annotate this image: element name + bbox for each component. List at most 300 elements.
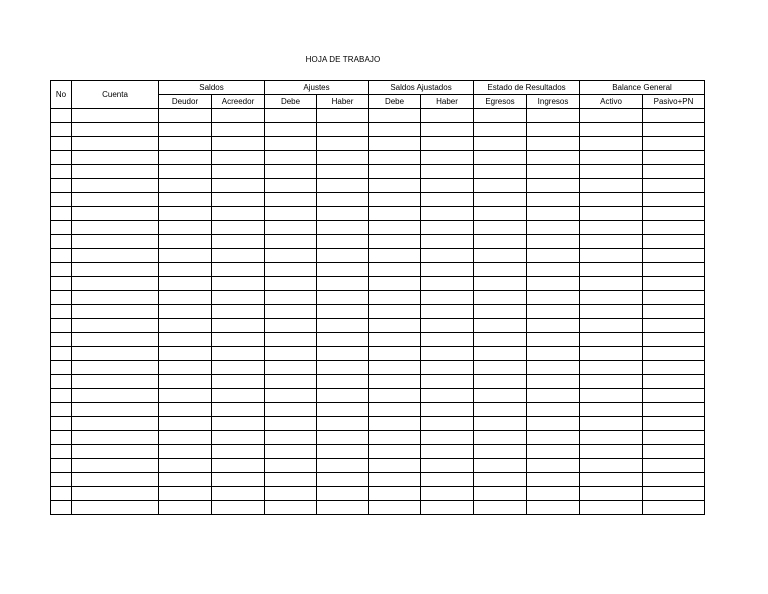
table-cell[interactable]: [265, 193, 317, 207]
table-cell[interactable]: [51, 501, 72, 515]
table-cell[interactable]: [527, 151, 580, 165]
table-cell[interactable]: [51, 375, 72, 389]
table-cell[interactable]: [72, 151, 159, 165]
table-cell[interactable]: [159, 235, 212, 249]
table-cell[interactable]: [265, 361, 317, 375]
table-cell[interactable]: [527, 291, 580, 305]
table-cell[interactable]: [643, 235, 705, 249]
table-cell[interactable]: [159, 151, 212, 165]
table-cell[interactable]: [421, 221, 474, 235]
table-cell[interactable]: [580, 473, 643, 487]
table-cell[interactable]: [317, 403, 369, 417]
table-cell[interactable]: [265, 403, 317, 417]
table-cell[interactable]: [317, 487, 369, 501]
table-cell[interactable]: [159, 333, 212, 347]
table-cell[interactable]: [212, 263, 265, 277]
table-cell[interactable]: [474, 431, 527, 445]
table-cell[interactable]: [474, 249, 527, 263]
table-cell[interactable]: [474, 151, 527, 165]
table-cell[interactable]: [580, 123, 643, 137]
table-cell[interactable]: [265, 207, 317, 221]
table-cell[interactable]: [72, 249, 159, 263]
table-cell[interactable]: [580, 333, 643, 347]
table-cell[interactable]: [212, 319, 265, 333]
table-cell[interactable]: [527, 417, 580, 431]
table-cell[interactable]: [265, 417, 317, 431]
table-cell[interactable]: [317, 193, 369, 207]
table-cell[interactable]: [51, 193, 72, 207]
table-cell[interactable]: [421, 445, 474, 459]
table-cell[interactable]: [474, 123, 527, 137]
table-cell[interactable]: [580, 403, 643, 417]
table-cell[interactable]: [51, 165, 72, 179]
table-cell[interactable]: [72, 375, 159, 389]
table-cell[interactable]: [159, 165, 212, 179]
table-cell[interactable]: [317, 473, 369, 487]
table-cell[interactable]: [474, 347, 527, 361]
table-cell[interactable]: [317, 277, 369, 291]
table-cell[interactable]: [474, 389, 527, 403]
table-cell[interactable]: [72, 347, 159, 361]
table-cell[interactable]: [421, 459, 474, 473]
table-cell[interactable]: [212, 193, 265, 207]
table-cell[interactable]: [474, 277, 527, 291]
table-cell[interactable]: [317, 389, 369, 403]
table-cell[interactable]: [421, 417, 474, 431]
table-cell[interactable]: [317, 221, 369, 235]
table-cell[interactable]: [72, 389, 159, 403]
table-cell[interactable]: [580, 263, 643, 277]
table-cell[interactable]: [580, 501, 643, 515]
table-cell[interactable]: [212, 235, 265, 249]
table-cell[interactable]: [265, 263, 317, 277]
table-cell[interactable]: [72, 165, 159, 179]
table-cell[interactable]: [212, 137, 265, 151]
table-cell[interactable]: [265, 221, 317, 235]
table-cell[interactable]: [474, 473, 527, 487]
table-cell[interactable]: [72, 235, 159, 249]
table-cell[interactable]: [474, 319, 527, 333]
table-cell[interactable]: [212, 417, 265, 431]
table-cell[interactable]: [212, 291, 265, 305]
table-cell[interactable]: [159, 501, 212, 515]
table-cell[interactable]: [51, 179, 72, 193]
table-cell[interactable]: [580, 151, 643, 165]
table-cell[interactable]: [580, 179, 643, 193]
table-cell[interactable]: [51, 305, 72, 319]
table-cell[interactable]: [159, 137, 212, 151]
table-cell[interactable]: [72, 431, 159, 445]
table-cell[interactable]: [212, 109, 265, 123]
table-cell[interactable]: [421, 263, 474, 277]
table-cell[interactable]: [421, 431, 474, 445]
table-cell[interactable]: [72, 137, 159, 151]
table-cell[interactable]: [369, 501, 421, 515]
table-cell[interactable]: [474, 109, 527, 123]
table-cell[interactable]: [51, 361, 72, 375]
table-cell[interactable]: [265, 501, 317, 515]
table-cell[interactable]: [265, 375, 317, 389]
table-cell[interactable]: [159, 389, 212, 403]
table-cell[interactable]: [212, 333, 265, 347]
table-cell[interactable]: [72, 277, 159, 291]
table-cell[interactable]: [212, 249, 265, 263]
table-cell[interactable]: [159, 375, 212, 389]
table-cell[interactable]: [51, 249, 72, 263]
table-cell[interactable]: [265, 389, 317, 403]
table-cell[interactable]: [51, 417, 72, 431]
table-cell[interactable]: [580, 347, 643, 361]
table-cell[interactable]: [265, 333, 317, 347]
table-cell[interactable]: [421, 333, 474, 347]
table-cell[interactable]: [421, 207, 474, 221]
table-cell[interactable]: [51, 445, 72, 459]
table-cell[interactable]: [527, 501, 580, 515]
table-cell[interactable]: [643, 277, 705, 291]
table-cell[interactable]: [421, 347, 474, 361]
table-cell[interactable]: [212, 459, 265, 473]
table-cell[interactable]: [51, 403, 72, 417]
table-cell[interactable]: [580, 375, 643, 389]
table-cell[interactable]: [643, 333, 705, 347]
table-cell[interactable]: [369, 347, 421, 361]
table-cell[interactable]: [369, 179, 421, 193]
table-cell[interactable]: [474, 487, 527, 501]
table-cell[interactable]: [474, 235, 527, 249]
table-cell[interactable]: [159, 445, 212, 459]
table-cell[interactable]: [421, 375, 474, 389]
table-cell[interactable]: [580, 291, 643, 305]
table-cell[interactable]: [72, 221, 159, 235]
table-cell[interactable]: [159, 249, 212, 263]
table-cell[interactable]: [421, 249, 474, 263]
table-cell[interactable]: [212, 361, 265, 375]
table-cell[interactable]: [643, 487, 705, 501]
table-cell[interactable]: [643, 151, 705, 165]
table-cell[interactable]: [580, 165, 643, 179]
table-cell[interactable]: [474, 403, 527, 417]
table-cell[interactable]: [643, 389, 705, 403]
table-cell[interactable]: [317, 291, 369, 305]
table-cell[interactable]: [51, 431, 72, 445]
table-cell[interactable]: [72, 459, 159, 473]
table-cell[interactable]: [159, 277, 212, 291]
table-cell[interactable]: [369, 277, 421, 291]
table-cell[interactable]: [51, 137, 72, 151]
table-cell[interactable]: [369, 459, 421, 473]
table-cell[interactable]: [527, 445, 580, 459]
table-cell[interactable]: [265, 305, 317, 319]
table-cell[interactable]: [72, 305, 159, 319]
table-cell[interactable]: [317, 235, 369, 249]
table-cell[interactable]: [643, 375, 705, 389]
table-cell[interactable]: [369, 291, 421, 305]
table-cell[interactable]: [159, 459, 212, 473]
table-cell[interactable]: [474, 207, 527, 221]
table-cell[interactable]: [474, 137, 527, 151]
table-cell[interactable]: [580, 319, 643, 333]
table-cell[interactable]: [265, 347, 317, 361]
table-cell[interactable]: [474, 263, 527, 277]
table-cell[interactable]: [643, 109, 705, 123]
table-cell[interactable]: [212, 403, 265, 417]
table-cell[interactable]: [369, 389, 421, 403]
table-cell[interactable]: [643, 319, 705, 333]
table-cell[interactable]: [51, 347, 72, 361]
table-cell[interactable]: [369, 417, 421, 431]
table-cell[interactable]: [580, 361, 643, 375]
table-cell[interactable]: [643, 445, 705, 459]
table-cell[interactable]: [421, 179, 474, 193]
table-cell[interactable]: [421, 277, 474, 291]
table-cell[interactable]: [421, 193, 474, 207]
table-cell[interactable]: [317, 347, 369, 361]
table-cell[interactable]: [317, 165, 369, 179]
table-cell[interactable]: [212, 389, 265, 403]
table-cell[interactable]: [51, 221, 72, 235]
table-cell[interactable]: [212, 123, 265, 137]
table-cell[interactable]: [643, 221, 705, 235]
table-cell[interactable]: [369, 361, 421, 375]
table-cell[interactable]: [643, 263, 705, 277]
table-cell[interactable]: [369, 123, 421, 137]
table-cell[interactable]: [51, 263, 72, 277]
table-cell[interactable]: [317, 431, 369, 445]
table-cell[interactable]: [580, 445, 643, 459]
table-cell[interactable]: [580, 207, 643, 221]
table-cell[interactable]: [527, 361, 580, 375]
table-cell[interactable]: [51, 235, 72, 249]
table-cell[interactable]: [369, 109, 421, 123]
table-cell[interactable]: [265, 291, 317, 305]
table-cell[interactable]: [421, 473, 474, 487]
table-cell[interactable]: [51, 291, 72, 305]
table-cell[interactable]: [421, 361, 474, 375]
table-cell[interactable]: [212, 347, 265, 361]
table-cell[interactable]: [421, 235, 474, 249]
table-cell[interactable]: [643, 431, 705, 445]
table-cell[interactable]: [527, 431, 580, 445]
table-cell[interactable]: [159, 487, 212, 501]
table-cell[interactable]: [421, 501, 474, 515]
table-cell[interactable]: [643, 305, 705, 319]
table-cell[interactable]: [369, 207, 421, 221]
table-cell[interactable]: [527, 277, 580, 291]
table-cell[interactable]: [580, 235, 643, 249]
table-cell[interactable]: [369, 305, 421, 319]
table-cell[interactable]: [527, 389, 580, 403]
table-cell[interactable]: [369, 319, 421, 333]
table-cell[interactable]: [527, 459, 580, 473]
table-cell[interactable]: [369, 165, 421, 179]
table-cell[interactable]: [317, 375, 369, 389]
table-cell[interactable]: [643, 459, 705, 473]
table-cell[interactable]: [527, 263, 580, 277]
table-cell[interactable]: [421, 123, 474, 137]
table-cell[interactable]: [580, 221, 643, 235]
table-cell[interactable]: [317, 319, 369, 333]
table-cell[interactable]: [159, 207, 212, 221]
table-cell[interactable]: [51, 487, 72, 501]
table-cell[interactable]: [317, 179, 369, 193]
table-cell[interactable]: [421, 291, 474, 305]
table-cell[interactable]: [580, 389, 643, 403]
table-cell[interactable]: [265, 249, 317, 263]
table-cell[interactable]: [212, 221, 265, 235]
table-cell[interactable]: [317, 123, 369, 137]
table-cell[interactable]: [51, 207, 72, 221]
table-cell[interactable]: [474, 361, 527, 375]
table-cell[interactable]: [643, 347, 705, 361]
table-cell[interactable]: [527, 333, 580, 347]
table-cell[interactable]: [421, 319, 474, 333]
table-cell[interactable]: [580, 431, 643, 445]
table-cell[interactable]: [212, 501, 265, 515]
table-cell[interactable]: [369, 151, 421, 165]
table-cell[interactable]: [527, 123, 580, 137]
table-cell[interactable]: [212, 431, 265, 445]
table-cell[interactable]: [51, 333, 72, 347]
table-cell[interactable]: [265, 123, 317, 137]
table-cell[interactable]: [421, 389, 474, 403]
table-cell[interactable]: [527, 137, 580, 151]
table-cell[interactable]: [643, 417, 705, 431]
table-cell[interactable]: [580, 417, 643, 431]
table-cell[interactable]: [474, 501, 527, 515]
table-cell[interactable]: [369, 235, 421, 249]
table-cell[interactable]: [580, 459, 643, 473]
table-cell[interactable]: [72, 487, 159, 501]
table-cell[interactable]: [643, 291, 705, 305]
table-cell[interactable]: [643, 361, 705, 375]
table-cell[interactable]: [212, 473, 265, 487]
table-cell[interactable]: [265, 319, 317, 333]
table-cell[interactable]: [51, 277, 72, 291]
table-cell[interactable]: [72, 361, 159, 375]
table-cell[interactable]: [51, 123, 72, 137]
table-cell[interactable]: [369, 473, 421, 487]
table-cell[interactable]: [212, 207, 265, 221]
table-cell[interactable]: [317, 459, 369, 473]
table-cell[interactable]: [265, 137, 317, 151]
table-cell[interactable]: [474, 221, 527, 235]
table-cell[interactable]: [51, 319, 72, 333]
table-cell[interactable]: [580, 249, 643, 263]
table-cell[interactable]: [72, 263, 159, 277]
table-cell[interactable]: [369, 431, 421, 445]
table-cell[interactable]: [527, 347, 580, 361]
table-cell[interactable]: [369, 403, 421, 417]
table-cell[interactable]: [474, 165, 527, 179]
table-cell[interactable]: [72, 123, 159, 137]
table-cell[interactable]: [527, 473, 580, 487]
table-cell[interactable]: [72, 403, 159, 417]
table-cell[interactable]: [527, 207, 580, 221]
table-cell[interactable]: [72, 291, 159, 305]
table-cell[interactable]: [643, 165, 705, 179]
table-cell[interactable]: [474, 459, 527, 473]
table-cell[interactable]: [421, 487, 474, 501]
table-cell[interactable]: [474, 375, 527, 389]
table-cell[interactable]: [580, 487, 643, 501]
table-cell[interactable]: [474, 445, 527, 459]
table-cell[interactable]: [72, 193, 159, 207]
table-cell[interactable]: [580, 277, 643, 291]
table-cell[interactable]: [72, 501, 159, 515]
table-cell[interactable]: [159, 291, 212, 305]
table-cell[interactable]: [643, 137, 705, 151]
table-cell[interactable]: [643, 403, 705, 417]
table-cell[interactable]: [527, 375, 580, 389]
table-cell[interactable]: [580, 305, 643, 319]
table-cell[interactable]: [265, 459, 317, 473]
table-cell[interactable]: [527, 221, 580, 235]
table-cell[interactable]: [527, 193, 580, 207]
table-cell[interactable]: [527, 319, 580, 333]
table-cell[interactable]: [369, 487, 421, 501]
table-cell[interactable]: [317, 445, 369, 459]
table-cell[interactable]: [265, 179, 317, 193]
table-cell[interactable]: [212, 165, 265, 179]
table-cell[interactable]: [212, 179, 265, 193]
table-cell[interactable]: [159, 109, 212, 123]
table-cell[interactable]: [317, 361, 369, 375]
table-cell[interactable]: [527, 235, 580, 249]
table-cell[interactable]: [159, 193, 212, 207]
table-cell[interactable]: [474, 333, 527, 347]
table-cell[interactable]: [159, 319, 212, 333]
table-cell[interactable]: [317, 501, 369, 515]
table-cell[interactable]: [643, 123, 705, 137]
table-cell[interactable]: [643, 473, 705, 487]
table-cell[interactable]: [643, 207, 705, 221]
table-cell[interactable]: [369, 445, 421, 459]
table-cell[interactable]: [212, 445, 265, 459]
table-cell[interactable]: [317, 109, 369, 123]
table-cell[interactable]: [159, 263, 212, 277]
table-cell[interactable]: [369, 193, 421, 207]
table-cell[interactable]: [369, 137, 421, 151]
table-cell[interactable]: [643, 193, 705, 207]
table-cell[interactable]: [72, 473, 159, 487]
table-cell[interactable]: [265, 445, 317, 459]
table-cell[interactable]: [51, 151, 72, 165]
table-cell[interactable]: [369, 333, 421, 347]
table-cell[interactable]: [51, 389, 72, 403]
table-cell[interactable]: [72, 445, 159, 459]
table-cell[interactable]: [159, 221, 212, 235]
table-cell[interactable]: [317, 263, 369, 277]
table-cell[interactable]: [51, 109, 72, 123]
table-cell[interactable]: [265, 235, 317, 249]
table-cell[interactable]: [212, 151, 265, 165]
table-cell[interactable]: [421, 109, 474, 123]
table-cell[interactable]: [212, 277, 265, 291]
table-cell[interactable]: [527, 249, 580, 263]
table-cell[interactable]: [51, 473, 72, 487]
table-cell[interactable]: [527, 305, 580, 319]
table-cell[interactable]: [527, 487, 580, 501]
table-cell[interactable]: [265, 165, 317, 179]
table-cell[interactable]: [265, 109, 317, 123]
table-cell[interactable]: [580, 137, 643, 151]
table-cell[interactable]: [369, 375, 421, 389]
table-cell[interactable]: [421, 165, 474, 179]
table-cell[interactable]: [317, 151, 369, 165]
table-cell[interactable]: [159, 431, 212, 445]
table-cell[interactable]: [643, 179, 705, 193]
table-cell[interactable]: [474, 179, 527, 193]
